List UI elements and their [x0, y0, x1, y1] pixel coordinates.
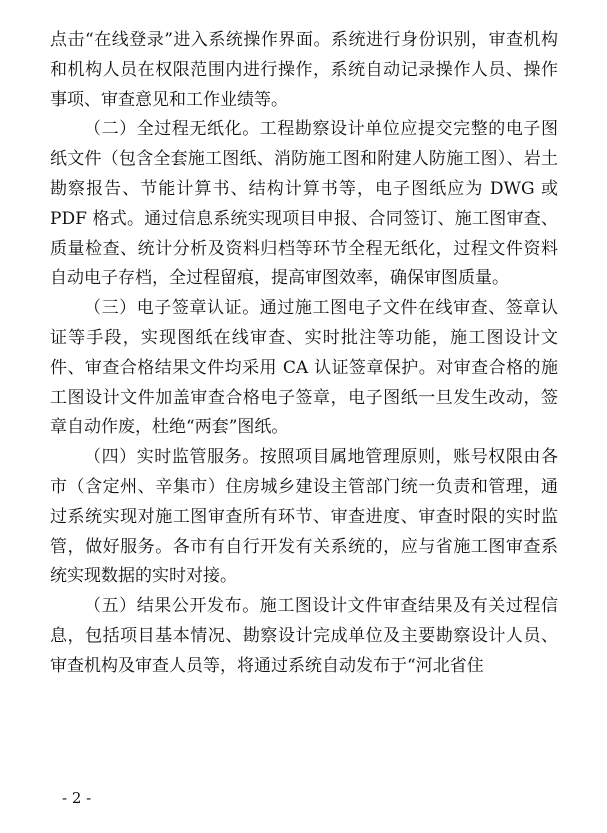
- paragraph-e-signature: （三）电子签章认证。通过施工图电子文件在线审查、签章认证等手段，实现图纸在线审查、实时批注等功能，施工图设计文件、审查合格结果文件均采用 CA 认证签章保护。对审查合格的施工图设计文件加盖审查合格电子签章，电子图纸一旦发生改动，签章自动作废，杜绝“两套”图纸。: [50, 298, 558, 438]
- paragraph-realtime-supervision: （四）实时监管服务。按照项目属地管理原则，账号权限由各市（含定州、辛集市）住房城乡建设主管部门统一负责和管理，通过系统实现对施工图审查所有环节、审查进度、审查时限的实时监管，做好服务。各市有自行开发有关系统的，应与省施工图审查系统实现数据的实时对接。: [50, 447, 558, 587]
- page-number: - 2 -: [62, 789, 92, 807]
- paragraph-paperless: （二）全过程无纸化。工程勘察设计单位应提交完整的电子图纸文件（包含全套施工图纸、消防施工图和附建人防施工图）、岩土勘察报告、节能计算书、结构计算书等，电子图纸应为 DWG 或 PDF 格式。通过信息系统实现项目申报、合同签订、施工图审查、质量检查、统计分析及资料归档等环节全程无纸化，过程文件资料自动电子存档，全过程留痕，提高审图效率，确保审图质量。: [50, 119, 558, 289]
- body-text: [50, 26, 558, 682]
- paragraph-continuation: 点击“在线登录”进入系统操作界面。系统进行身份识别，审查机构和机构人员在权限范围内进行操作，系统自动记录操作人员、操作事项、审查意见和工作业绩等。: [50, 30, 558, 110]
- paragraph-results-publication: （五）结果公开发布。施工图设计文件审查结果及有关过程信息，包括项目基本情况、勘察设计完成单位及主要勘察设计人员、审查机构及审查人员等，将通过系统自动发布于“河北省住: [50, 596, 558, 676]
